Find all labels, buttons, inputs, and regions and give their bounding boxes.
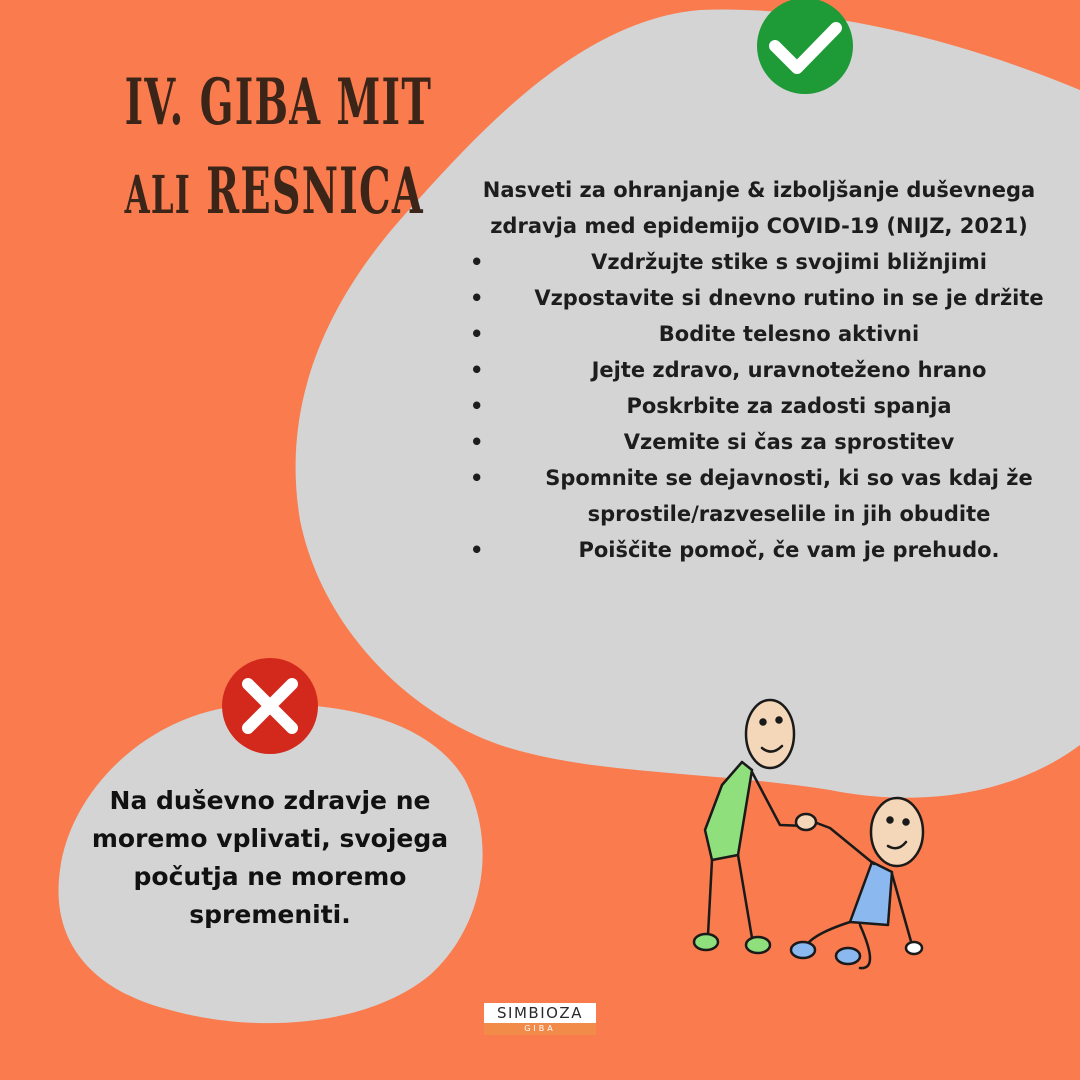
check-icon (757, 0, 853, 94)
list-item (448, 280, 1070, 316)
truth-list (448, 244, 1070, 568)
list-item (448, 388, 1070, 424)
list-item (448, 532, 1070, 568)
list-item (448, 460, 1070, 532)
title-line-1: IV. GIBA MIT (124, 65, 433, 140)
title-line-2-main: RESNICA (206, 154, 424, 229)
bullet-icon: • (470, 250, 484, 274)
list-item (448, 424, 1070, 460)
truth-heading: Nasveti za ohranjanje & izboljšanje duševnega zdravja med epidemijo COVID-19 (NIJZ, 2021) (482, 178, 1036, 238)
list-item-text: Poiščite pomoč, če vam je prehudo. (578, 538, 1000, 562)
cross-icon (222, 658, 318, 754)
page-title (60, 62, 433, 244)
title-line-2-prefix: ALI (124, 165, 192, 226)
list-item-text: Vzemite si čas za sprostitev (623, 430, 955, 454)
list-item-text: Vzpostavite si dnevno rutino in se je držite (534, 286, 1044, 310)
bullet-icon: • (470, 358, 484, 382)
bullet-icon: • (470, 538, 484, 562)
logo (484, 1003, 596, 1039)
logo-name: SIMBIOZA (484, 1003, 596, 1023)
list-item-text: Jejte zdravo, uravnoteženo hrano (591, 358, 987, 382)
title-line-2 (124, 144, 424, 244)
bullet-icon: • (470, 394, 484, 418)
list-item (448, 244, 1070, 280)
bullet-icon: • (470, 286, 484, 310)
list-item-text: Vzdržujte stike s svojimi bližnjimi (591, 250, 987, 274)
bullet-icon: • (470, 466, 484, 490)
list-item-text: Bodite telesno aktivni (658, 322, 920, 346)
bullet-icon: • (470, 430, 484, 454)
list-item-text: Poskrbite za zadosti spanja (626, 394, 952, 418)
list-item (448, 352, 1070, 388)
list-item (448, 316, 1070, 352)
bullet-icon: • (470, 322, 484, 346)
list-item-text: Spomnite se dejavnosti, ki so vas kdaj že sprostile/razveselile in jih obudite (545, 466, 1033, 526)
logo-sub: GIBA (484, 1023, 596, 1035)
myth-text: Na duševno zdravje ne moremo vplivati, svojega počutja ne moremo spremeniti. (91, 786, 449, 929)
truth-content (448, 172, 1070, 568)
